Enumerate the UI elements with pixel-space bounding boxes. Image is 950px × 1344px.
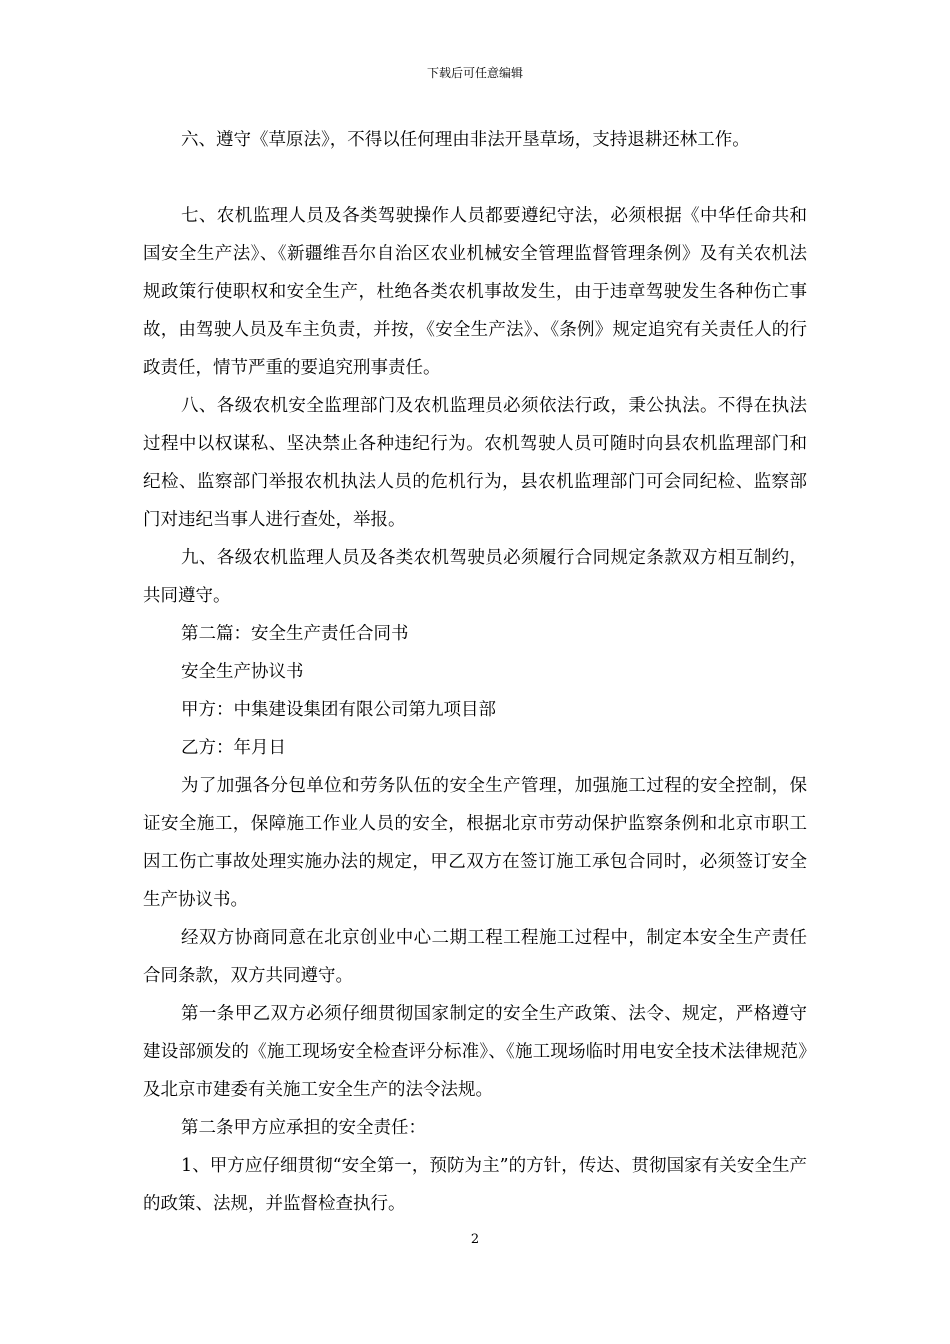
- agreement-title: 安全生产协议书: [181, 662, 304, 682]
- page-number: 2: [470, 1232, 480, 1247]
- paragraph-agreement: 经双方协商同意在北京创业中心二期工程工程施工过程中，制定本安全生产责任合同条款，双方共同遵守。: [143, 928, 807, 986]
- paragraph-article-7: 七、农机监理人员及各类驾驶操作人员都要遵纪守法，必须根据《中华任命共和国安全生产法》、《新疆维吾尔自治区农业机械安全管理监督管理条例》及有关农机法规政策行使职权和安全生产，杜绝各类农机事故发生，由于违章驾驶发生各种伤亡事故，由驾驶人员及车主负责，并按，《安全生产法》、《条例》规定追究有关责任人的行政责任，情节严重的要追究刑事责任。: [143, 206, 807, 378]
- paragraph-article-8: 八、各级农机安全监理部门及农机监理员必须依法行政，秉公执法。不得在执法过程中以权谋私、坚决禁止各种违纪行为。农机驾驶人员可随时向县农机监理部门和纪检、监察部门举报农机执法人员的危机行为，县农机监理部门可会同纪检、监察部门对违纪当事人进行查处，举报。: [143, 396, 807, 530]
- paragraph-article-6: 六、遵守《草原法》，不得以任何理由非法开垦草场，支持退耕还林工作。: [181, 130, 750, 150]
- party-b: 乙方：年月日: [181, 738, 286, 758]
- page-header: 下载后可任意编辑: [426, 66, 523, 80]
- paragraph-article-9: 九、各级农机监理人员及各类农机驾驶员必须履行合同规定条款双方相互制约，共同遵守。: [143, 548, 807, 606]
- paragraph-clause-1: 第一条甲乙双方必须仔细贯彻国家制定的安全生产政策、法令、规定，严格遵守建设部颁发的《施工现场安全检查评分标准》、《施工现场临时用电安全技术法律规范》及北京市建委有关施工安全生产的法令法规。: [143, 1004, 807, 1100]
- section-title: 第二篇：安全生产责任合同书: [181, 624, 409, 644]
- paragraph-item-1: 1、甲方应仔细贯彻“安全第一，预防为主”的方针，传达、贯彻国家有关安全生产的政策、法规，并监督检查执行。: [143, 1156, 807, 1214]
- paragraph-purpose: 为了加强各分包单位和劳务队伍的安全生产管理，加强施工过程的安全控制，保证安全施工，保障施工作业人员的安全，根据北京市劳动保护监察条例和北京市职工因工伤亡事故处理实施办法的规定，甲乙双方在签订施工承包合同时，必须签订安全生产协议书。: [143, 776, 807, 910]
- paragraph-clause-2: 第二条甲方应承担的安全责任：: [181, 1118, 426, 1138]
- document-body: [143, 121, 807, 1223]
- party-a: 甲方：中集建设集团有限公司第九项目部: [181, 700, 496, 720]
